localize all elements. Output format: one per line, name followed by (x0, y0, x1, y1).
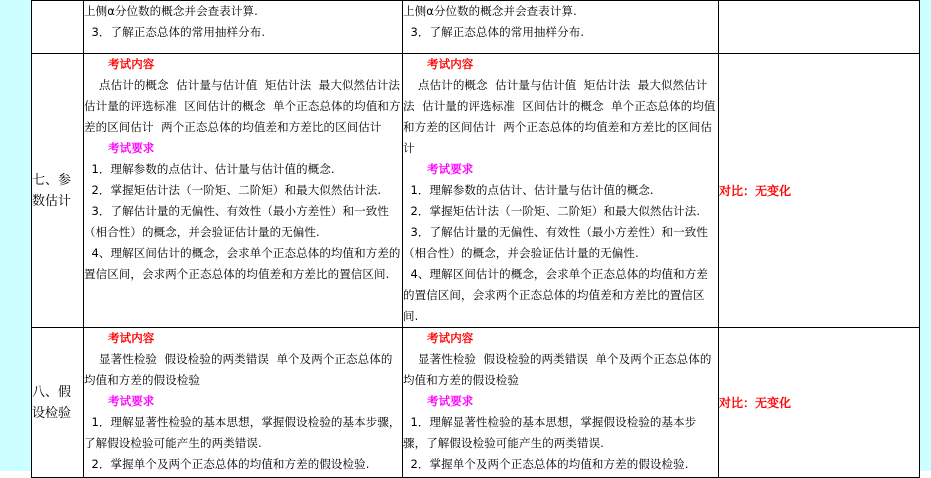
requirement-item: 1．理解参数的点估计、估计量与估计值的概念. (84, 162, 335, 176)
content-text: 点估计的概念 估计量与估计值 矩估计法 最大似然估计法 估计量的评选标准 区间估计的概念 单个正态总体的均值和方差的区间估计 两个正态总体的均值差和方差比的区间估计 (84, 78, 401, 134)
syllabus-old-cell (84, 54, 403, 328)
content-text: 显著性检验 假设检验的两类错误 单个及两个正态总体的均值和方差的假设检验 (84, 352, 393, 387)
content-heading: 考试内容 (427, 57, 474, 71)
topic-cell: 七、参数估计 (32, 54, 84, 328)
syllabus-line: 3．了解正态总体的常用抽样分布. (403, 25, 585, 39)
requirement-item: 2．掌握单个及两个正态总体的均值和方差的假设检验. (403, 457, 689, 471)
topic-cell: 八、假设检验 (32, 328, 84, 478)
requirement-item: 2．掌握矩估计法（一阶矩、二阶矩）和最大似然估计法. (403, 204, 701, 218)
content-text: 显著性检验 假设检验的两类错误 单个及两个正态总体的均值和方差的假设检验 (403, 352, 712, 387)
content-text: 点估计的概念 估计量与估计值 矩估计法 最大似然估计法 估计量的评选标准 区间估计的概念 单个正态总体的均值和方差的区间估计 两个正态总体的均值差和方差比的区间估计 (403, 78, 716, 155)
requirement-item: 2．掌握单个及两个正态总体的均值和方差的假设检验. (84, 457, 370, 471)
syllabus-comparison-table (31, 0, 920, 478)
requirement-item: 4、理解区间估计的概念，会求单个正态总体的均值和方差的置信区间，会求两个正态总体的均值差和方差比的置信区间. (403, 267, 708, 323)
content-heading: 考试内容 (108, 331, 155, 345)
requirements-heading: 考试要求 (108, 141, 155, 155)
requirement-item: 2．掌握矩估计法（一阶矩、二阶矩）和最大似然估计法. (84, 183, 382, 197)
syllabus-new-cell (403, 1, 719, 54)
topic-cell (32, 1, 84, 54)
requirements-heading: 考试要求 (427, 162, 474, 176)
content-heading: 考试内容 (108, 57, 155, 71)
syllabus-old-cell (84, 1, 403, 54)
requirement-item: 4、理解区间估计的概念，会求单个正态总体的均值和方差的置信区间，会求两个正态总体的均值差和方差比的置信区间. (84, 246, 401, 281)
table-row-continuation (32, 1, 920, 54)
requirement-item: 1．理解参数的点估计、估计量与估计值的概念. (403, 183, 654, 197)
syllabus-old-cell (84, 328, 403, 478)
syllabus-line: 上侧α分位数的概念并会查表计算. (84, 4, 258, 18)
right-margin-band (919, 0, 931, 471)
comparison-cell: 对比：无变化 (719, 54, 920, 328)
requirement-item: 3．了解估计量的无偏性、有效性（最小方差性）和一致性（相合性）的概念，并会验证估计量的无偏性. (403, 225, 708, 260)
content-heading: 考试内容 (427, 331, 474, 345)
requirements-heading: 考试要求 (427, 394, 474, 408)
comparison-cell (719, 1, 920, 54)
requirement-item: 3．了解估计量的无偏性、有效性（最小方差性）和一致性（相合性）的概念，并会验证估计量的无偏性. (84, 204, 389, 239)
syllabus-line: 3．了解正态总体的常用抽样分布. (84, 25, 266, 39)
requirements-heading: 考试要求 (108, 394, 155, 408)
syllabus-new-cell (403, 328, 719, 478)
requirement-item: 1．理解显著性检验的基本思想，掌握假设检验的基本步骤，了解假设检验可能产生的两类错误. (403, 415, 697, 450)
syllabus-new-cell (403, 54, 719, 328)
table-row-parameter-estimation (32, 54, 920, 328)
left-margin-band (0, 0, 31, 471)
requirement-item: 1．理解显著性检验的基本思想，掌握假设检验的基本步骤，了解假设检验可能产生的两类错误. (84, 415, 401, 450)
table-row-hypothesis-testing (32, 328, 920, 478)
comparison-cell: 对比：无变化 (719, 328, 920, 478)
syllabus-line: 上侧α分位数的概念并会查表计算. (403, 4, 577, 18)
